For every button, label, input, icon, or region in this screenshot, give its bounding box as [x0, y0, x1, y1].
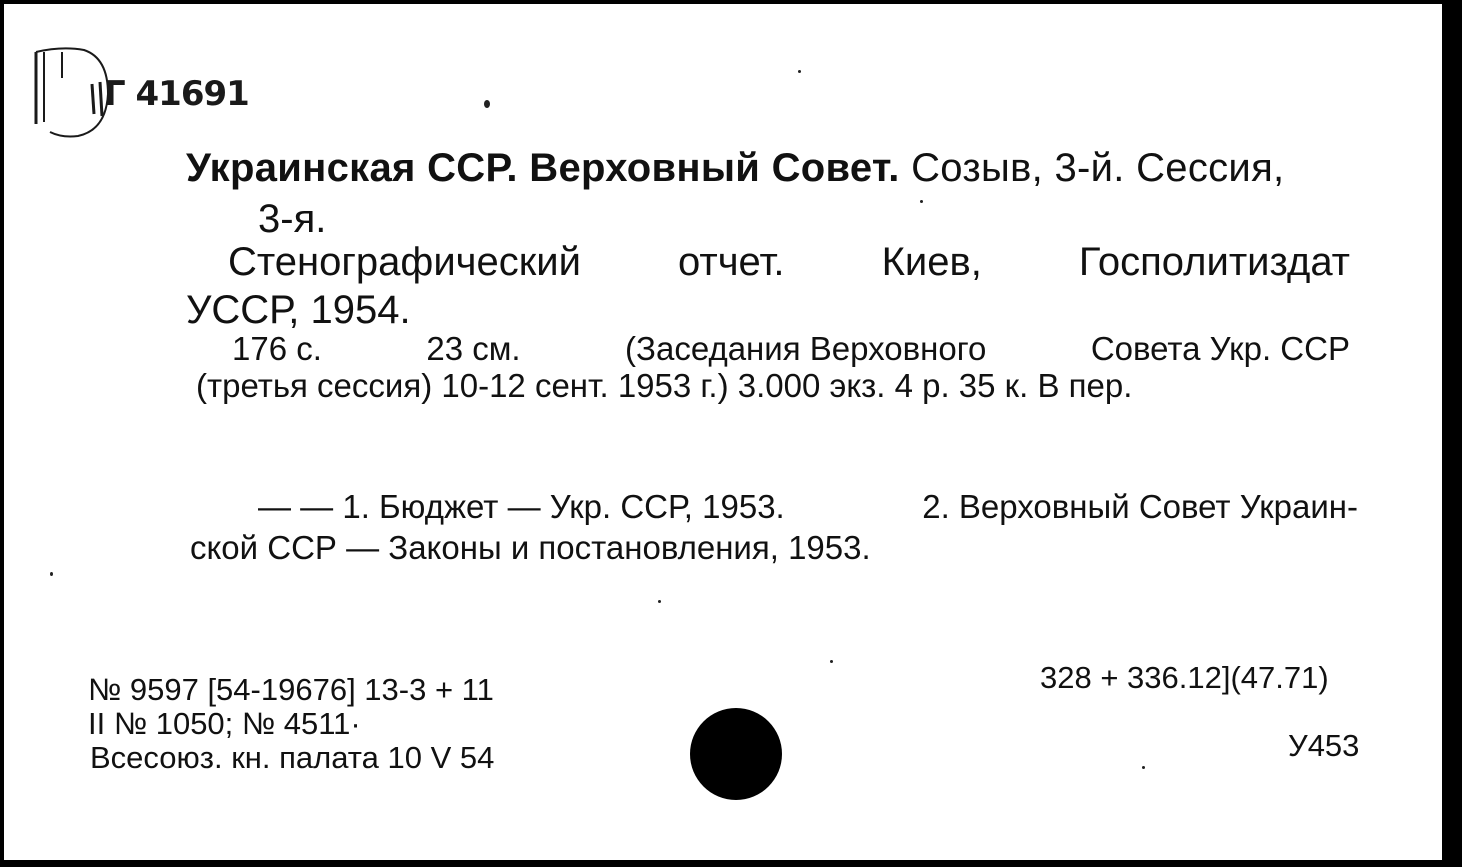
record-number: № 9597 [54-19676] 13-3 + 11 [88, 672, 494, 707]
udk-code: 328 + 336.12](47.71) [1040, 660, 1329, 695]
collation-pages: 176 с. [232, 330, 322, 367]
subjects-continuation: ской ССР — Законы и постановления, 1953. [190, 529, 871, 566]
speck [484, 100, 490, 108]
classification-code: У453 [1288, 728, 1360, 763]
speck [920, 200, 923, 203]
heading-session: Созыв, 3-й. Сессия, [899, 146, 1285, 190]
title-word: отчет. [678, 240, 785, 284]
speck [1142, 766, 1145, 769]
title-continuation: УССР, 1954. [186, 288, 411, 332]
speck [50, 572, 53, 576]
subjects-line [258, 488, 1358, 526]
collation-line [232, 330, 1350, 368]
subject-budget: — — 1. Бюджет — Укр. ССР, 1953. [258, 488, 785, 525]
heading-line [186, 146, 1284, 191]
speck [798, 70, 801, 73]
heading-continuation: 3-я. [258, 197, 327, 241]
call-number-stamp [22, 44, 249, 144]
record-chamber: Всесоюз. кн. палата 10 V 54 [90, 740, 495, 775]
record-references: II № 1050; № 4511· [88, 706, 361, 741]
subject-council: 2. Верховный Совет Украин- [922, 488, 1358, 525]
title-word: Стенографический [228, 240, 581, 284]
title-word: Киев, [881, 240, 982, 284]
collation-note: (Заседания Верховного [625, 330, 987, 367]
collation-size: 23 см. [426, 330, 521, 367]
heading-author: Украинская ССР. Верховный Совет. [186, 146, 900, 190]
title-word: Госполитиздат [1078, 240, 1350, 284]
punch-hole [690, 708, 782, 800]
speck [658, 600, 661, 603]
collation-continuation: (третья сессия) 10-12 сент. 1953 г.) 3.000 экз. 4 р. 35 к. В пер. [196, 367, 1133, 404]
collation-note-cont: Совета Укр. ССР [1090, 330, 1350, 367]
call-number-text: Г 41691 [104, 74, 249, 114]
speck [830, 660, 833, 663]
catalog-card [4, 4, 1442, 860]
title-line [228, 240, 1350, 285]
